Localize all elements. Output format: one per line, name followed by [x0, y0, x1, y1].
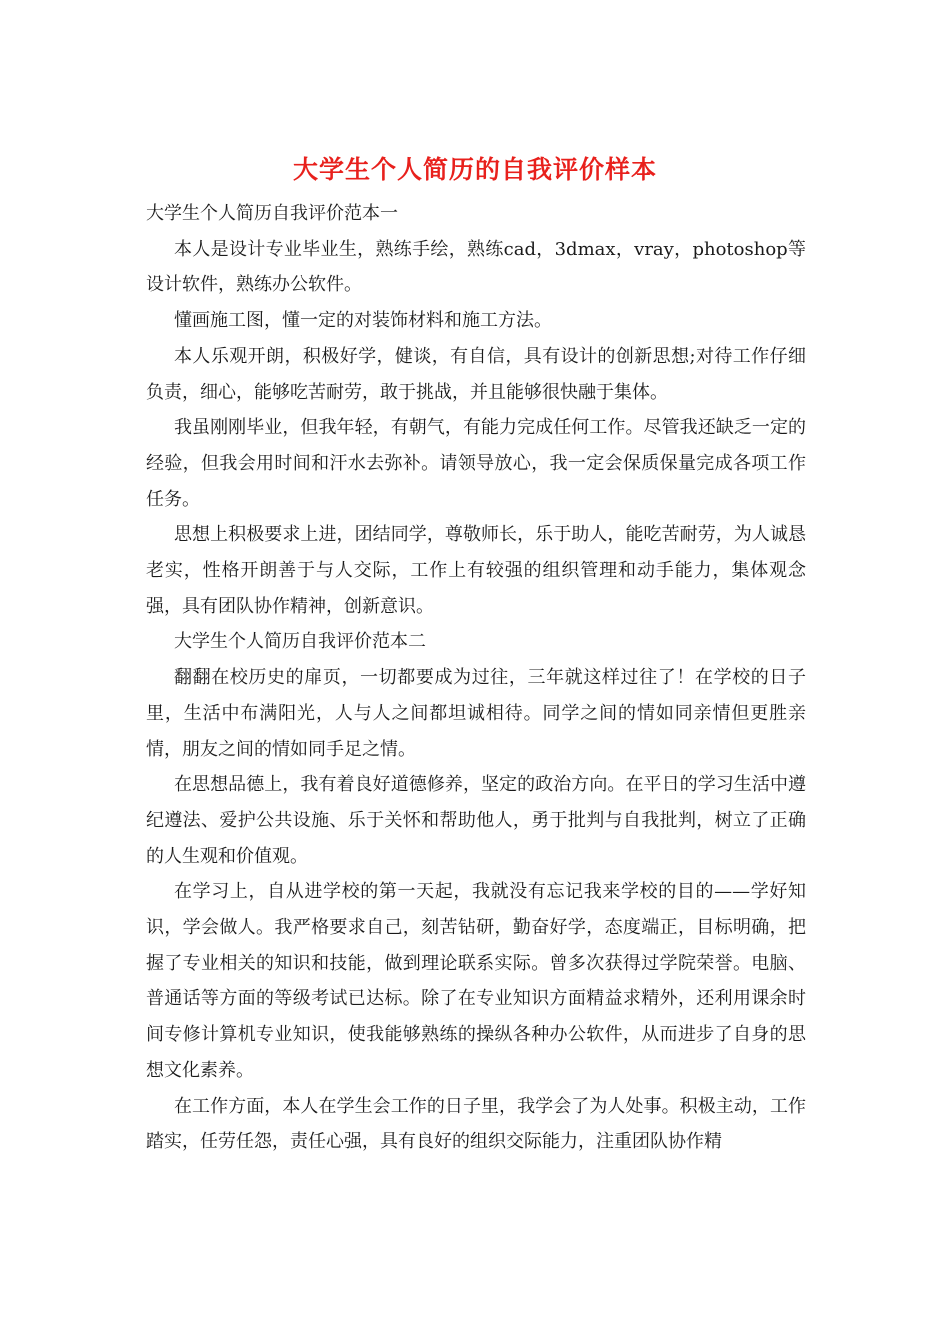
paragraph: 在工作方面，本人在学生会工作的日子里，我学会了为人处事。积极主动，工作踏实，任劳任怨，责任心强，具有良好的组织交际能力，注重团队协作精	[146, 1095, 806, 1153]
paragraph: 我虽刚刚毕业，但我年轻，有朝气，有能力完成任何工作。尽管我还缺乏一定的经验，但我会用时间和汗水去弥补。请领导放心，我一定会保质保量完成各项工作任务。	[146, 417, 806, 510]
paragraph: 本人乐观开朗，积极好学，健谈，有自信，具有设计的创新思想;对待工作仔细负责，细心，能够吃苦耐劳，敢于挑战，并且能够很快融于集体。	[146, 345, 806, 403]
paragraph: 思想上积极要求上进，团结同学，尊敬师长，乐于助人，能吃苦耐劳，为人诚恳老实，性格开朗善于与人交际，工作上有较强的组织管理和动手能力，集体观念强，具有团队协作精神，创新意识。	[146, 524, 806, 617]
section-heading-1: 大学生个人简历自我评价范本一	[146, 203, 398, 224]
document-body	[146, 196, 806, 1160]
section-heading-2: 大学生个人简历自我评价范本二	[174, 631, 426, 653]
paragraph: 在学习上，自从进学校的第一天起，我就没有忘记我来学校的目的——学好知识，学会做人。我严格要求自己，刻苦钻研，勤奋好学，态度端正，目标明确，把握了专业相关的知识和技能，做到理论联系实际。曾多次获得过学院荣誉。电脑、普通话等方面的等级考试已达标。除了在专业知识方面精益求精外，还利用课余时间专修计算机专业知识，使我能够熟练的操纵各种办公软件，从而进步了自身的思想文化素养。	[146, 881, 806, 1081]
paragraph: 本人是设计专业毕业生，熟练手绘，熟练cad，3dmax，vray，photoshop等设计软件，熟练办公软件。	[146, 238, 806, 296]
paragraph: 懂画施工图，懂一定的对装饰材料和施工方法。	[174, 310, 552, 332]
paragraph: 翻翻在校历史的扉页，一切都要成为过往，三年就这样过往了！在学校的日子里，生活中布满阳光，人与人之间都坦诚相待。同学之间的情如同亲情但更胜亲情，朋友之间的情如同手足之情。	[146, 667, 806, 760]
paragraph: 在思想品德上，我有着良好道德修养，坚定的政治方向。在平日的学习生活中遵纪遵法、爱护公共设施、乐于关怀和帮助他人，勇于批判与自我批判，树立了正确的人生观和价值观。	[146, 774, 806, 867]
document-title: 大学生个人简历的自我评价样本	[292, 155, 657, 184]
